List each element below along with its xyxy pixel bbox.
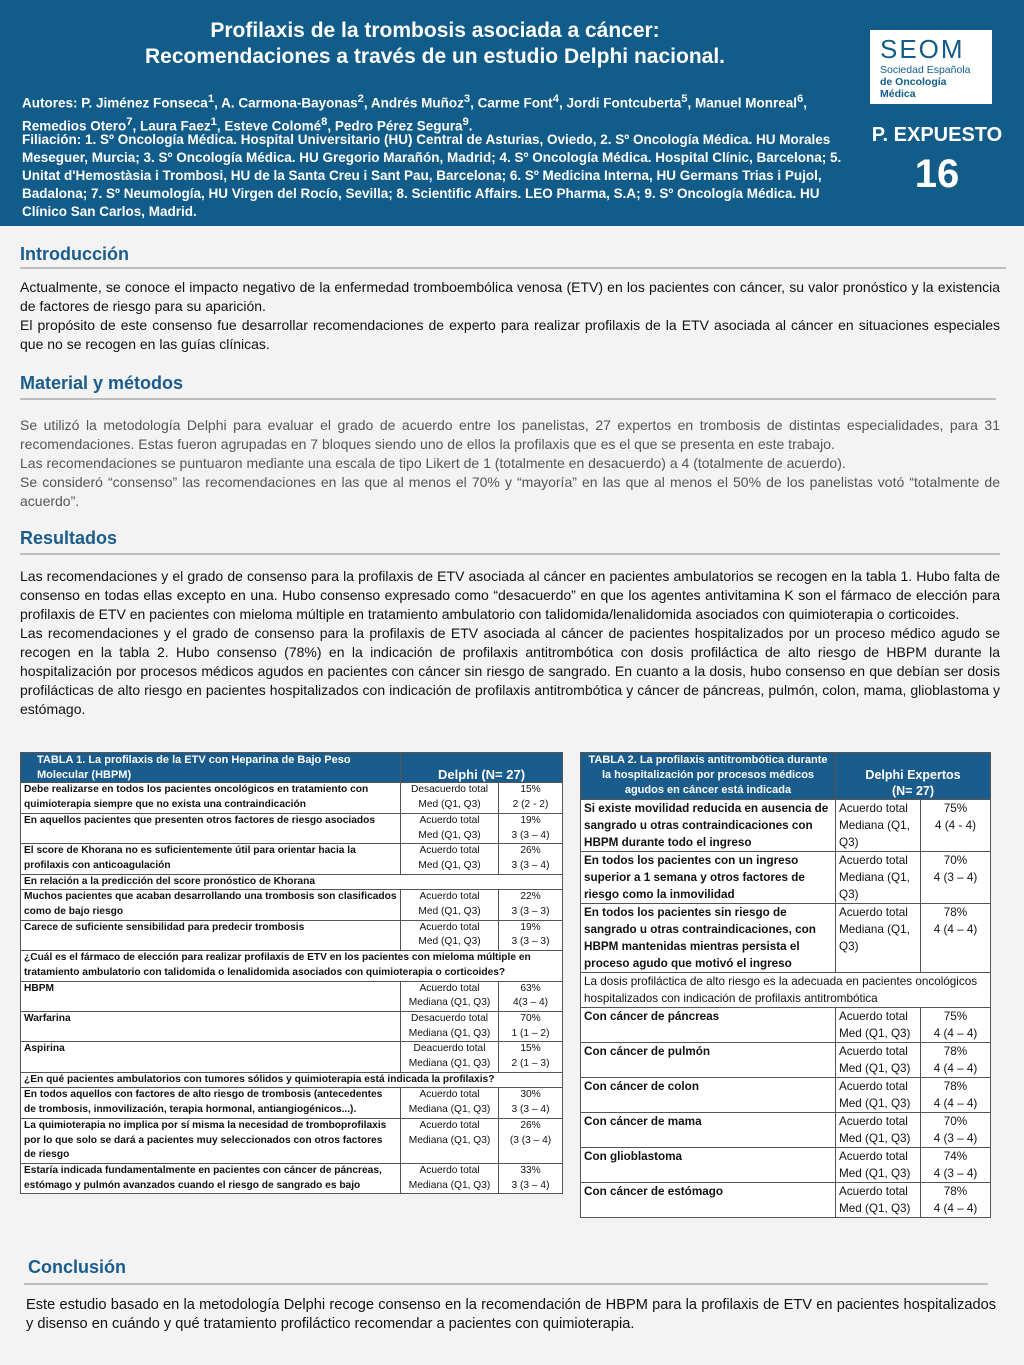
table-1-recommendation: El score de Khorana no es suficientemente útil para orientar hacia la profilaxis con anticoagulación <box>21 844 401 874</box>
table-2-row <box>581 799 991 851</box>
table-1-measure: Acuerdo total Med (Q1, Q3) <box>401 813 499 843</box>
poster-header <box>0 0 1024 226</box>
table-1-body <box>21 783 563 1194</box>
table-1-row <box>21 783 563 813</box>
table-2-row <box>581 1182 991 1217</box>
conclusion-text: Este estudio basado en la metodología Delphi recoge consenso en la recomendación de HBPM para la profilaxis de ETV en pacientes hospitalizados y disenso en cuándo y qué tratamiento profiláctico recomendar a pacientes con quimioterapia. <box>26 1297 996 1332</box>
table-2-recommendation: En todos los pacientes sin riesgo de sangrado u otras contraindicaciones, con HBPM mantenidas mientras persista el proceso agudo que motivó el ingreso <box>581 903 836 972</box>
results-text <box>20 567 1000 719</box>
table-1-value: 15% 2 (2 - 2) <box>499 783 563 813</box>
table-2-row <box>581 1077 991 1112</box>
authors: Autores: P. Jiménez Fonseca$^1$, A. Carmona-Bayonas$^2$, Andrés Muñoz$^3$, Carme Font$^4$, Jordi Fontcuberta$^5$, Manuel Monreal$^6$, Remedios Otero$^7$, Laura Faez$^1$, Esteve Colomé$^8$, Pedro Pérez Segura$^9$. <box>22 93 808 133</box>
table-1-recommendation: HBPM <box>21 981 401 1011</box>
poster-number: 16 <box>914 152 960 196</box>
table-1-section-row <box>21 1072 563 1088</box>
table-1-row <box>21 890 563 920</box>
results-paragraph-1: Las recomendaciones y el grado de consenso para la profilaxis de ETV asociada al cáncer en pacientes ambulatorios se recogen en la tabla 1. Hubo falta de consenso en todas ellas excepto en una. Hubo consenso expresado como “desacuerdo” en que los agentes antivitamina K son el fármaco de elección para profilaxis de ETV en pacientes con mieloma múltiple en tratamiento ambulatorio con talidomida/lenalidomida asociados con quimioterapia o corticoides. <box>20 568 1000 622</box>
table-2-value: 70% 4 (3 – 4) <box>921 1112 991 1147</box>
table-1-row <box>21 844 563 874</box>
table-1-row <box>21 813 563 843</box>
table-2-value: 78% 4 (4 – 4) <box>921 903 991 972</box>
table-1-row <box>21 920 563 950</box>
table-1-measure: Deacuerdo total Mediana (Q1, Q3) <box>401 1042 499 1072</box>
methods-text <box>20 416 1000 511</box>
table-1-recommendation: Warfarina <box>21 1011 401 1041</box>
logo-sub-2: de Oncología Médica <box>880 76 947 100</box>
table-2-value: 78% 4 (4 – 4) <box>921 1042 991 1077</box>
table-2-measure: Acuerdo total Med (Q1, Q3) <box>836 1077 921 1112</box>
table-2-measure: Acuerdo total Mediana (Q1, Q3) <box>836 799 921 851</box>
results-divider <box>20 553 1000 555</box>
methods-title: Material y métodos <box>20 373 184 393</box>
table-1-row <box>21 981 563 1011</box>
title-line-2: Recomendaciones a través de un estudio Delphi nacional. <box>145 45 725 68</box>
table-2-value: 75% 4 (4 - 4) <box>921 799 991 851</box>
table-1-measure: Acuerdo total Med (Q1, Q3) <box>401 890 499 920</box>
table-2-value: 75% 4 (4 – 4) <box>921 1007 991 1042</box>
affiliation: Filiación: 1. Sº Oncología Médica. Hospital Universitario (HU) Central de Asturias, Oviedo, 2. Sº Oncología Médica. HU Morales Meseguer, Murcia; 3. Sº Oncología Médica. HU Gregorio Marañón, Madrid; 4. Sº Oncología Médica. Hospital Clínic, Barcelona; 5. Unitat d'Hemostàsia i Trombosi, HU de la Santa Creu i Sant Pau, Barcelona; 6. Sº Medicina Interna, HU Germans Trias i Pujol, Badalona; 7. Sº Neumología, HU Virgen del Rocío, Sevilla; 8. Scientific Affairs. LEO Pharma, S.A; 9. Sº Oncología Médica. HU Clínico San Carlos, Madrid. <box>22 132 842 219</box>
table-1-section-row <box>21 951 563 981</box>
table-1-row <box>21 1163 563 1193</box>
table-1-row <box>21 1042 563 1072</box>
table-2-body <box>581 799 991 1217</box>
table-2-section-row <box>581 972 991 1007</box>
intro-paragraph-1: Actualmente, se conoce el impacto negativo de la enfermedad tromboembólica venosa (ETV) en los pacientes con cáncer, su valor pronóstico y la existencia de factores de riesgo para su aparición. <box>20 279 1000 314</box>
table-1-measure: Acuerdo total Mediana (Q1, Q3) <box>401 1118 499 1163</box>
table-2-value: 74% 4 (3 – 4) <box>921 1147 991 1182</box>
table-1-row <box>21 1088 563 1118</box>
table-1-section-label: En relación a la predicción del score pronóstico de Khorana <box>21 874 563 890</box>
table-1-value: 26% (3 (3 – 4) <box>499 1118 563 1163</box>
seom-logo <box>870 30 992 104</box>
table-2-value: 78% 4 (4 – 4) <box>921 1182 991 1217</box>
table-2-measure: Acuerdo total Mediana (Q1, Q3) <box>836 903 921 972</box>
table-2-recommendation: Con cáncer de mama <box>581 1112 836 1147</box>
table-1 <box>20 752 563 1194</box>
table-2-recommendation: Con cáncer de estómago <box>581 1182 836 1217</box>
table-1-measure: Acuerdo total Med (Q1, Q3) <box>401 920 499 950</box>
conclusion-title: Conclusión <box>28 1257 126 1277</box>
table-1-recommendation: Muchos pacientes que acaban desarrollando una trombosis son clasificados como de bajo riesgo <box>21 890 401 920</box>
table-1-recommendation: En todos aquellos con factores de alto riesgo de trombosis (antecedentes de trombosis, inmovilización, terapia hormonal, antiangiogénicos...). <box>21 1088 401 1118</box>
table-2-measure: Acuerdo total Med (Q1, Q3) <box>836 1112 921 1147</box>
table-1-value: 30% 3 (3 – 4) <box>499 1088 563 1118</box>
table-1-recommendation: Carece de suficiente sensibilidad para predecir trombosis <box>21 920 401 950</box>
table-1-recommendation: Estaría indicada fundamentalmente en pacientes con cáncer de páncreas, estómago y pulmón avanzados cuando el riesgo de sangrado es bajo <box>21 1163 401 1193</box>
table-2-measure: Acuerdo total Med (Q1, Q3) <box>836 1182 921 1217</box>
results-paragraph-2: Las recomendaciones y el grado de consenso para la profilaxis de ETV asociada al cáncer de pacientes hospitalizados por un proceso médico agudo se recogen en la tabla 2. Hubo consenso (78%) en la indicación de profilaxis antitrombótica con dosis profiláctica de alto riesgo de HBPM durante la hospitalización por procesos médicos agudos en pacientes con cáncer sin riesgo de sangrado. En cuanto a la dosis, hubo consenso en que debían ser dosis profilácticas de alto riesgo en pacientes hospitalizados con indicación de profilaxis antitrombótica y cáncer de páncreas, pulmón, colon, mama, glioblastoma y estómago. <box>20 625 1000 717</box>
table-1-recommendation: La quimioterapia no implica por sí misma la necesidad de tromboprofilaxis por lo que solo se dará a pacientes muy seleccionados con otros factores de riesgo <box>21 1118 401 1163</box>
table-2-measure: Acuerdo total Med (Q1, Q3) <box>836 1147 921 1182</box>
table-2-row <box>581 851 991 903</box>
intro-paragraph-2: El propósito de este consenso fue desarrollar recomendaciones de experto para realizar profilaxis de la ETV asociada al cáncer en situaciones especiales que no se recogen en las guías clínicas. <box>20 317 1000 352</box>
table-2-delphi-header: Delphi Expertos (N= 27) <box>836 753 991 800</box>
logo-main: SEOM <box>880 34 965 64</box>
table-1-value: 33% 3 (3 – 4) <box>499 1163 563 1193</box>
table-1-value: 70% 1 (1 – 2) <box>499 1011 563 1041</box>
table-2-measure: Acuerdo total Med (Q1, Q3) <box>836 1007 921 1042</box>
table-1-measure: Desacuerdo total Med (Q1, Q3) <box>401 783 499 813</box>
table-1-section-label: ¿En qué pacientes ambulatorios con tumores sólidos y quimioterapia está indicada la profilaxis? <box>21 1072 563 1088</box>
table-1-measure: Acuerdo total Mediana (Q1, Q3) <box>401 1088 499 1118</box>
table-1-recommendation: En aquellos pacientes que presenten otros factores de riesgo asociados <box>21 813 401 843</box>
table-1-section-label: ¿Cuál es el fármaco de elección para realizar profilaxis de ETV en los pacientes con mieloma múltiple en tratamiento ambulatorio con talidomida o lenalidomida asociados con quimioterapia o corticoides? <box>21 951 563 981</box>
table-2-recommendation: Con cáncer de colon <box>581 1077 836 1112</box>
table-1-value: 63% 4(3 – 4) <box>499 981 563 1011</box>
table-2-title: TABLA 2. La profilaxis antitrombótica durante la hospitalización por procesos médicos agudos en cáncer está indicada <box>581 753 836 800</box>
title-line-1: Profilaxis de la trombosis asociada a cáncer: <box>210 19 660 42</box>
table-2-recommendation: Con cáncer de páncreas <box>581 1007 836 1042</box>
table-1-row <box>21 1011 563 1041</box>
table-2-value: 70% 4 (3 – 4) <box>921 851 991 903</box>
table-1-recommendation: Debe realizarse en todos los pacientes oncológicos en tratamiento con quimioterapia siempre que no exista una contraindicación <box>21 783 401 813</box>
methods-divider <box>20 398 996 400</box>
methods-paragraph-3: Se consideró “consenso” las recomendaciones en las que al menos el 70% y “mayoría” en las que al menos el 50% de los panelistas votó “totalmente de acuerdo”. <box>20 474 1000 509</box>
table-1-title: TABLA 1. La profilaxis de la ETV con Heparina de Bajo Peso Molecular (HBPM) <box>21 753 401 783</box>
logo-sub-1: Sociedad Española <box>880 64 971 76</box>
table-1-row <box>21 1118 563 1163</box>
results-title: Resultados <box>20 528 118 548</box>
table-2 <box>580 752 991 1218</box>
table-2-recommendation: En todos los pacientes con un ingreso superior a 1 semana y otros factores de riesgo como la inmovilidad <box>581 851 836 903</box>
table-1-value: 22% 3 (3 – 3) <box>499 890 563 920</box>
poster-title <box>40 18 830 70</box>
table-1-delphi-header: Delphi (N= 27) <box>401 753 563 783</box>
table-2-recommendation: Con glioblastoma <box>581 1147 836 1182</box>
table-2-row <box>581 1112 991 1147</box>
table-2-measure: Acuerdo total Mediana (Q1, Q3) <box>836 851 921 903</box>
methods-paragraph-2: Las recomendaciones se puntuaron mediante una escala de tipo Likert de 1 (totalmente en desacuerdo) a 4 (totalmente de acuerdo). <box>20 455 846 471</box>
table-1-measure: Acuerdo total Mediana (Q1, Q3) <box>401 981 499 1011</box>
table-1-value: 19% 3 (3 – 4) <box>499 813 563 843</box>
intro-divider <box>20 267 1006 269</box>
table-1-measure: Acuerdo total Mediana (Q1, Q3) <box>401 1163 499 1193</box>
table-2-recommendation: Con cáncer de pulmón <box>581 1042 836 1077</box>
table-1-value: 19% 3 (3 – 3) <box>499 920 563 950</box>
poster-label: P. EXPUESTO <box>871 124 1003 146</box>
table-2-value: 78% 4 (4 – 4) <box>921 1077 991 1112</box>
conclusion-divider <box>24 1283 988 1285</box>
table-2-recommendation: Si existe movilidad reducida en ausencia de sangrado u otras contraindicaciones con HBPM durante todo el ingreso <box>581 799 836 851</box>
table-2-row <box>581 903 991 972</box>
table-2-row <box>581 1147 991 1182</box>
table-2-measure: Acuerdo total Med (Q1, Q3) <box>836 1042 921 1077</box>
table-2-section-label: La dosis profiláctica de alto riesgo es la adecuada en pacientes oncológicos hospitalizados con indicación de profilaxis antitrombótica <box>581 972 991 1007</box>
table-1-measure: Acuerdo total Med (Q1, Q3) <box>401 844 499 874</box>
table-1-recommendation: Aspirina <box>21 1042 401 1072</box>
table-1-measure: Desacuerdo total Mediana (Q1, Q3) <box>401 1011 499 1041</box>
table-2-row <box>581 1007 991 1042</box>
intro-text <box>20 278 1000 354</box>
table-1-value: 15% 2 (1 – 3) <box>499 1042 563 1072</box>
methods-paragraph-1: Se utilizó la metodología Delphi para evaluar el grado de acuerdo entre los panelistas, 27 expertos en trombosis de distintas especialidades, para 31 recomendaciones. Estas fueron agrupadas en 7 bloques siendo uno de ellos la profilaxis que es el que se presenta en este trabajo. <box>20 417 1000 452</box>
table-1-section-row <box>21 874 563 890</box>
table-2-row <box>581 1042 991 1077</box>
intro-title: Introducción <box>20 244 129 264</box>
table-1-value: 26% 3 (3 – 4) <box>499 844 563 874</box>
